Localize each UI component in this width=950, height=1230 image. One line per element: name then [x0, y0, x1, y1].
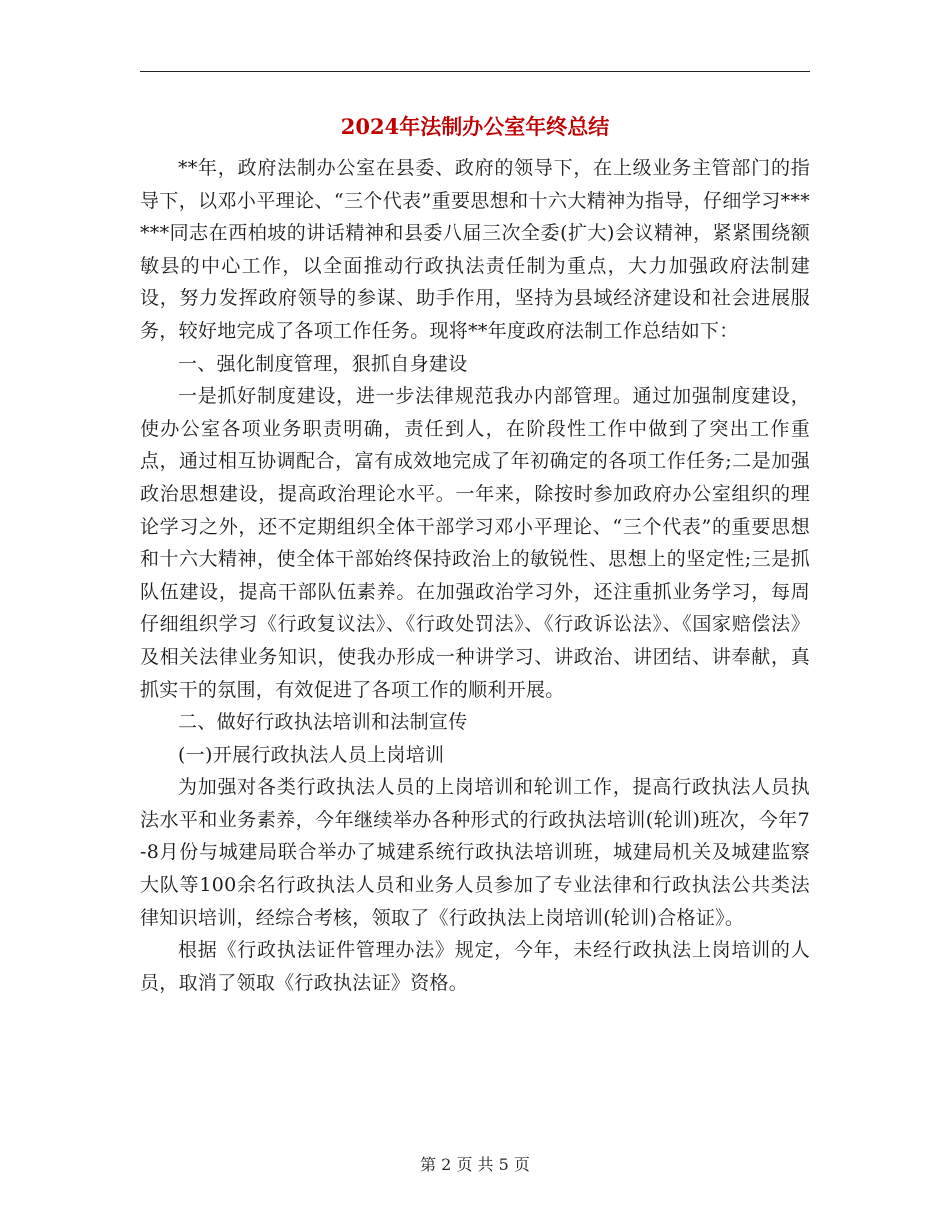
header-rule	[140, 71, 810, 72]
document-body	[140, 152, 810, 999]
paragraph-intro: **年，政府法制办公室在县委、政府的领导下，在上级业务主管部门的指导下，以邓小平理论、“三个代表”重要思想和十六大精神为指导，仔细学习******同志在西柏坡的讲话精神和县委八届三次全委(扩大)会议精神，紧紧围绕额敏县的中心工作，以全面推动行政执法责任制为重点，大力加强政府法制建设，努力发挥政府领导的参谋、助手作用，坚持为县域经济建设和社会进展服务，较好地完成了各项工作任务。现将**年度政府法制工作总结如下：	[140, 157, 810, 342]
document-title: 2024年法制办公室年终总结	[340, 114, 610, 139]
paragraph-certificate: 根据《行政执法证件管理办法》规定，今年，未经行政执法上岗培训的人员，取消了领取《行政执法证》资格。	[140, 939, 810, 994]
page-number: 第 2 页 共 5 页	[420, 1155, 530, 1174]
paragraph-training: 为加强对各类行政执法人员的上岗培训和轮训工作，提高行政执法人员执法水平和业务素养，今年继续举办各种形式的行政执法培训(轮训)班次，今年7-8月份与城建局联合举办了城建系统行政执法培训班，城建局机关及城建监察大队等100余名行政执法人员和业务人员参加了专业法律和行政执法公共类法律知识培训，经综合考核，领取了《行政执法上岗培训(轮训)合格证》。	[140, 776, 810, 929]
paragraph-system-building: 一是抓好制度建设，进一步法律规范我办内部管理。通过加强制度建设，使办公室各项业务职责明确，责任到人，在阶段性工作中做到了突出工作重点，通过相互协调配合，富有成效地完成了年初确定的各项工作任务;二是加强政治思想建设，提高政治理论水平。一年来，除按时参加政府办公室组织的理论学习之外，还不定期组织全体干部学习邓小平理论、“三个代表”的重要思想和十六大精神，使全体干部始终保持政治上的敏锐性、思想上的坚定性;三是抓队伍建设，提高干部队伍素养。在加强政治学习外，还注重抓业务学习，每周仔细组织学习《行政复议法》、《行政处罚法》、《行政诉讼法》、《国家赔偿法》及相关法律业务知识，使我办形成一种讲学习、讲政治、讲团结、讲奉献，真抓实干的氛围，有效促进了各项工作的顺利开展。	[140, 385, 810, 701]
subsection-heading-1: (一)开展行政执法人员上岗培训	[178, 743, 445, 766]
section-heading-1: 一、强化制度管理，狠抓自身建设	[178, 352, 468, 375]
section-heading-2: 二、做好行政执法培训和法制宣传	[178, 711, 468, 734]
